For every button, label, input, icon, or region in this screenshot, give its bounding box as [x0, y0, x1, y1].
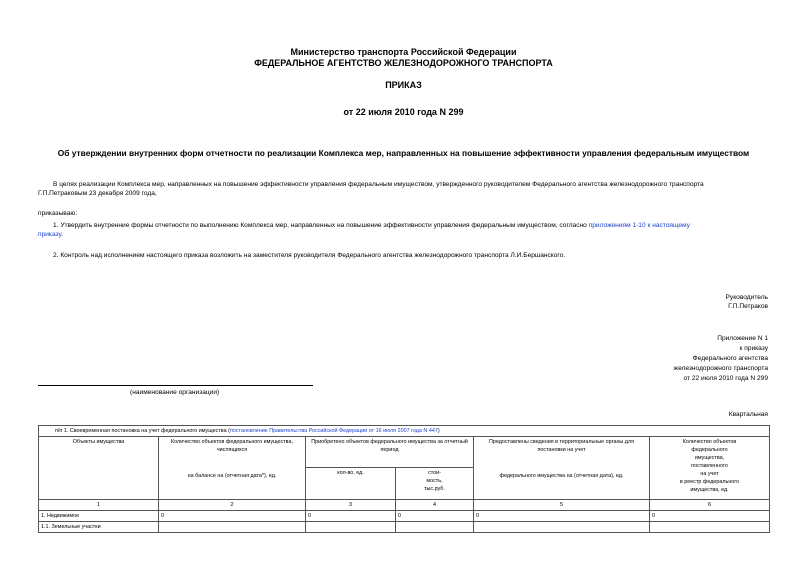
document-type: ПРИКАЗ — [385, 80, 422, 90]
appendix-line-4: железнодорожного транспорта — [673, 365, 768, 372]
row-name: 1. Недвижимое — [39, 511, 159, 522]
header-acquired: Приобретено объектов федерального имущества за отчетный период — [306, 437, 474, 468]
government-decree-link[interactable]: постановление Правительства Российской Федерации от 16 июля 2007 года N 447 — [229, 428, 438, 434]
appendix-line-3: Федерального агентства — [692, 355, 768, 362]
header-submitted-bottom: федерального имущества на (отчетная дата), ед. — [499, 473, 624, 479]
header-cost-c: тыс.руб. — [424, 486, 445, 492]
item-1-label: 1. Утвердить внутренние формы отчетности по выполнению Комплекса мер, направленных на повышение эффективности управления федеральным имуществом, согласно — [53, 222, 587, 229]
col-number: 3 — [306, 500, 396, 511]
header-registered-f: в реестр федерального — [679, 479, 740, 485]
row-quantity: 0 — [306, 511, 396, 522]
section-cell — [39, 426, 770, 437]
report-table — [38, 425, 770, 533]
header-submitted-top: Предоставлены сведения в территориальные органы для постановки на учет — [488, 439, 635, 453]
col-number: 4 — [396, 500, 474, 511]
row-registered: 0 — [650, 511, 770, 522]
col-number: 2 — [159, 500, 306, 511]
header-submitted — [474, 437, 650, 500]
header-cost-b: мость, — [426, 478, 443, 484]
appendix-line-5: от 22 июля 2010 года N 299 — [683, 375, 768, 382]
organization-underline — [38, 385, 313, 386]
header-quantity: кол-во, ед. — [306, 468, 396, 500]
agency-name: ФЕДЕРАЛЬНОЕ АГЕНТСТВО ЖЕЛЕЗНОДОРОЖНОГО ТРАНСПОРТА — [254, 58, 553, 68]
col-number: 5 — [474, 500, 650, 511]
row-registered — [650, 522, 770, 533]
header-balance-top: Количество объектов федерального имущества, числящихся — [171, 439, 293, 453]
orders-word: приказываю: — [38, 210, 78, 217]
row-quantity — [306, 522, 396, 533]
order-link[interactable]: приказу — [38, 231, 62, 238]
signature-position: Руководитель — [725, 294, 768, 301]
section-prefix: п/п 1. Своевременная постановка на учет федерального имущества ( — [55, 428, 230, 434]
section-suffix: ) — [437, 428, 440, 434]
header-balance — [159, 437, 306, 500]
header-registered-a: Количество объектов — [682, 439, 737, 445]
row-cost: 0 — [396, 511, 474, 522]
appendix-line-1: Приложение N 1 — [717, 335, 768, 342]
header-registered-c: имущества, — [694, 455, 725, 461]
row-cost — [396, 522, 474, 533]
item-1-end: . — [61, 231, 63, 238]
row-name: 1.1. Земельные участки — [39, 522, 159, 533]
table-row — [39, 511, 770, 522]
header-registered — [650, 437, 770, 500]
report-period: Квартальная — [728, 411, 768, 418]
table-section-row — [39, 426, 770, 437]
header-balance-bottom: на балансе на (отчетная дата*), ед. — [187, 473, 277, 479]
col-number: 1 — [39, 500, 159, 511]
organization-caption: (наименование организации) — [130, 389, 220, 396]
col-number: 6 — [650, 500, 770, 511]
document-title: Об утверждении внутренних форм отчетности по реализации Комплекса мер, направленных на повышение эффективности управления федеральным имуществом — [57, 148, 750, 158]
table-header-row-1 — [39, 437, 770, 468]
signature-name: Г.П.Петраков — [728, 303, 768, 310]
header-cost-a: стои- — [428, 470, 441, 476]
table-number-row — [39, 500, 770, 511]
item-1-continuation — [38, 231, 63, 238]
header-objects: Объекты имущества — [39, 437, 159, 500]
header-registered-d: поставленного — [691, 463, 728, 469]
appendix-link[interactable]: приложениям 1-10 к настоящему — [588, 222, 690, 229]
intro-line-2: Г.П.Петраковым 23 декабря 2009 года, — [38, 190, 157, 197]
row-balance — [159, 522, 306, 533]
header-cost — [396, 468, 474, 500]
intro-line-1: В целях реализации Комплекса мер, направленных на повышение эффективности управления федеральным имуществом, утвержденного руководителем Федерального агентства железнодорожного транспорта — [53, 181, 704, 188]
row-submitted: 0 — [474, 511, 650, 522]
table-row — [39, 522, 770, 533]
header-registered-b: федерального — [691, 447, 728, 453]
ministry-name: Министерство транспорта Российской Федерации — [290, 47, 517, 57]
header-registered-e: на учет — [700, 471, 719, 477]
document-date-number: от 22 июля 2010 года N 299 — [343, 107, 464, 117]
row-submitted — [474, 522, 650, 533]
header-registered-g: имущества, ед. — [690, 487, 729, 493]
item-1-text — [53, 222, 690, 229]
row-balance: 0 — [159, 511, 306, 522]
item-2-text: 2. Контроль над исполнением настоящего приказа возложить на заместителя руководителя Федерального агентства железнодорожного транспорта Л.И.Бершанского. — [53, 252, 566, 259]
appendix-line-2: к приказу — [739, 345, 768, 352]
